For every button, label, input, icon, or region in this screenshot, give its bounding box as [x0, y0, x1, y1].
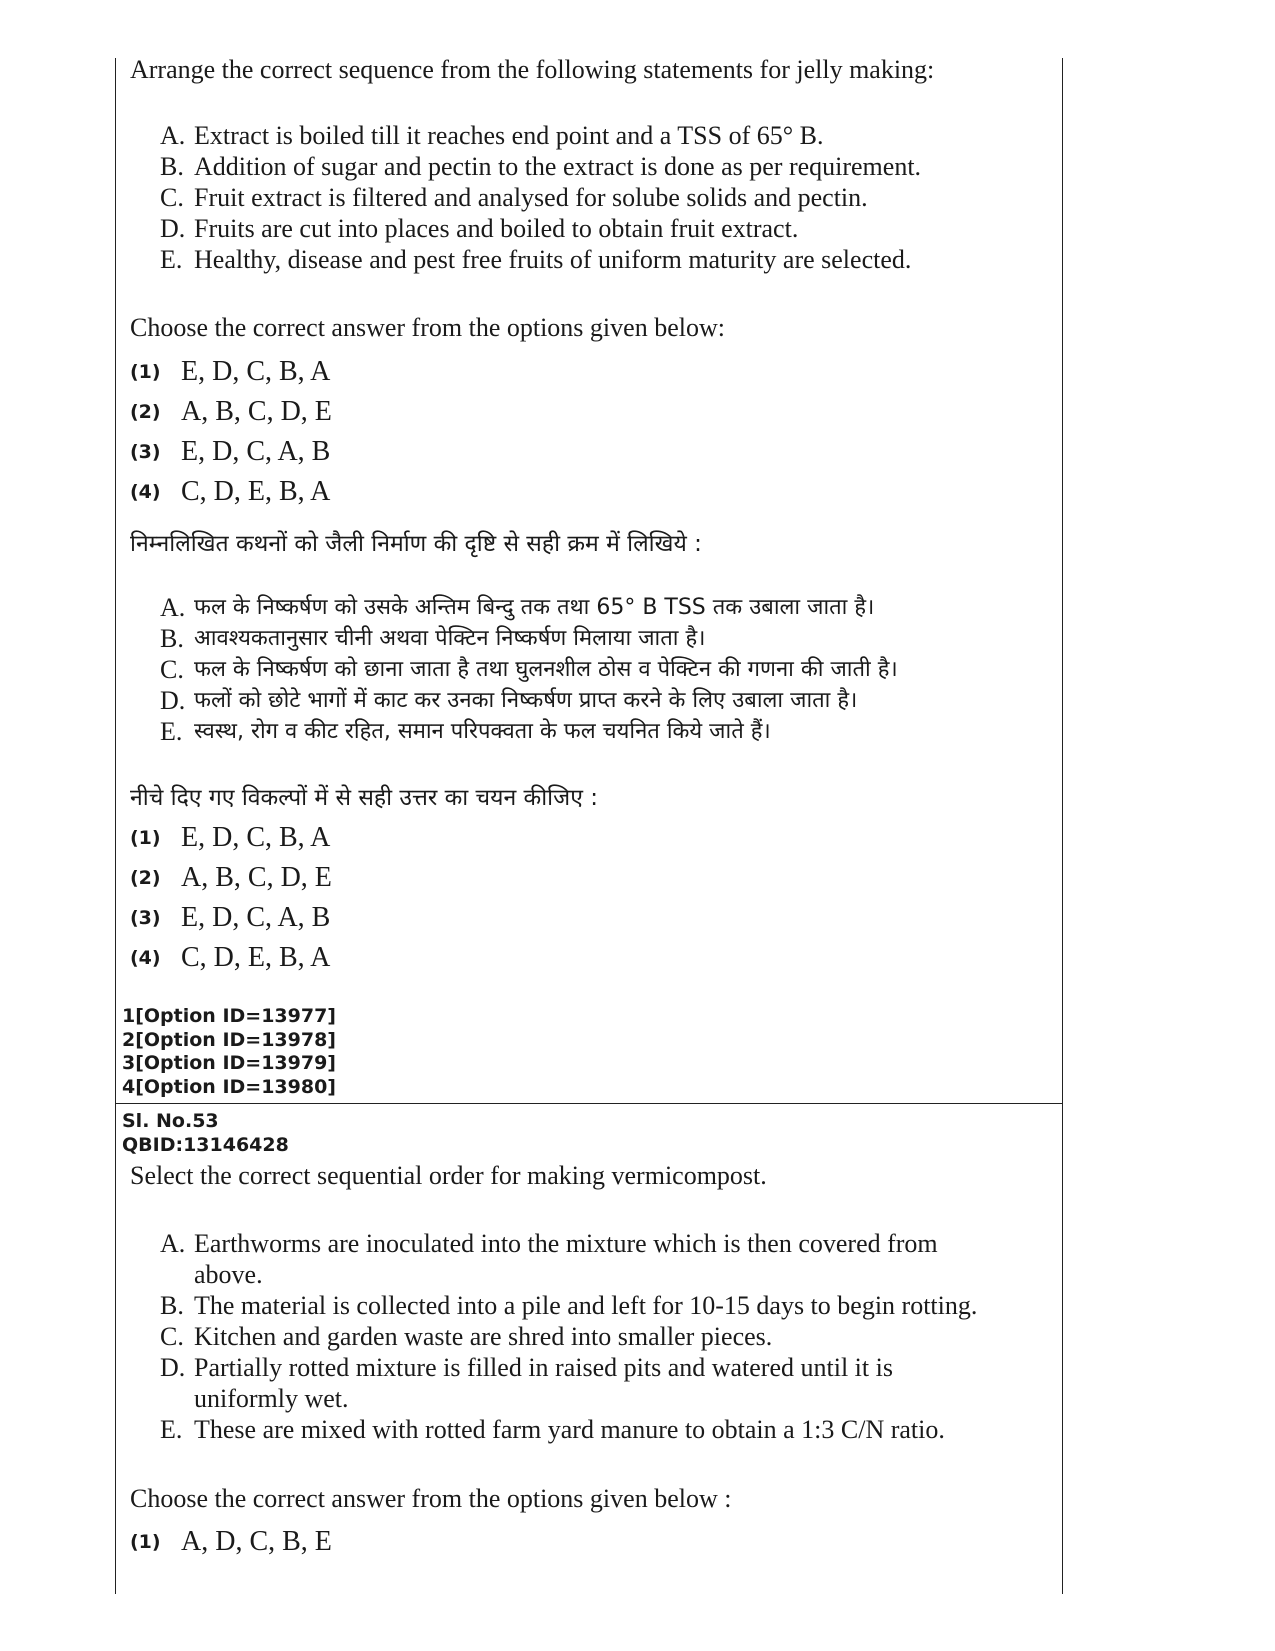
statement-item: A. Earthworms are inoculated into the mixture which is then covered from above. [160, 1229, 938, 1289]
statement-item: D. Fruits are cut into places and boiled to obtain fruit extract. [160, 214, 799, 243]
q53-options-en [130, 1522, 1050, 1562]
option-item[interactable]: (4) C, D, E, B, A [130, 942, 331, 973]
q52-statements-hi [130, 592, 1050, 747]
q52-options-en-block [130, 352, 1050, 512]
option-item[interactable]: (1) A, D, C, B, E [130, 1526, 332, 1557]
q52-question-en: Arrange the correct sequence from the following statements for jelly making: [130, 55, 935, 84]
q53-question-en: Select the correct sequential order for making vermicompost. [130, 1161, 767, 1190]
q52-options-hi [130, 818, 1050, 978]
q52-question-hi: निम्नलिखित कथनों को जैली निर्माण की दृष्टि से सही क्रम में लिखिये : [130, 531, 702, 557]
q53-choose-en: Choose the correct answer from the options given below : [130, 1484, 732, 1513]
statement-item: E. Healthy, disease and pest free fruits of uniform maturity are selected. [160, 245, 912, 274]
q53-options-block [130, 1522, 1050, 1562]
statement-item: B. आवश्यकतानुसार चीनी अथवा पेक्टिन निष्कर्षण मिलाया जाता है। [160, 624, 706, 653]
q52-choose-en: Choose the correct answer from the options given below: [130, 313, 725, 342]
option-item[interactable]: (2) A, B, C, D, E [130, 862, 332, 893]
option-item[interactable]: (3) E, D, C, A, B [130, 436, 331, 467]
statement-item: A. फल के निष्कर्षण को उसके अन्तिम बिन्दु तक तथा 65° B TSS तक उबाला जाता है। [160, 593, 875, 622]
statement-item: B. The material is collected into a pile and left for 10-15 days to begin rotting. [160, 1291, 978, 1320]
q52-statements-en [130, 120, 1050, 275]
statement-item: C. Kitchen and garden waste are shred into smaller pieces. [160, 1322, 773, 1351]
q53-question-block [130, 1160, 1050, 1192]
q52-options-hi-block [130, 818, 1050, 978]
option-item[interactable]: (2) A, B, C, D, E [130, 396, 332, 427]
option-id: 2[Option ID=13978] [122, 1028, 336, 1051]
q52-options-en [130, 352, 1050, 512]
statement-item: B. Addition of sugar and pectin to the extract is done as per requirement. [160, 152, 922, 181]
q52-statements-hi-block [130, 592, 1050, 747]
option-item[interactable]: (4) C, D, E, B, A [130, 476, 331, 507]
statement-item: D. फलों को छोटे भागों में काट कर उनका निष्कर्षण प्राप्त करने के लिए उबाला जाता है। [160, 686, 858, 715]
option-item[interactable]: (1) E, D, C, B, A [130, 356, 331, 387]
statement-item: D. Partially rotted mixture is filled in raised pits and watered until it is uniformly wet. [160, 1353, 893, 1413]
page-border-right [1062, 58, 1063, 1594]
question-divider [115, 1103, 1062, 1104]
q53-choose-block [130, 1483, 1050, 1515]
option-id: 1[Option ID=13977] [122, 1005, 336, 1027]
option-item[interactable]: (1) E, D, C, B, A [130, 822, 331, 853]
option-id: 3[Option ID=13979] [122, 1052, 336, 1074]
q53-meta [122, 1109, 289, 1157]
qbid: QBID:13146428 [122, 1134, 289, 1156]
serial-number: Sl. No.53 [122, 1110, 219, 1132]
statement-item: C. Fruit extract is filtered and analysed for solube solids and pectin. [160, 183, 868, 212]
option-id: 4[Option ID=13980] [122, 1075, 336, 1098]
q52-choose-hi-block [130, 782, 1050, 814]
q52-choose-en-block [130, 312, 1050, 344]
q53-statements-en [130, 1228, 1040, 1445]
q52-statements-en-block [130, 120, 1050, 275]
q52-english-block [130, 54, 1050, 86]
statement-item: C. फल के निष्कर्षण को छाना जाता है तथा घुलनशील ठोस व पेक्टिन की गणना की जाती है। [160, 655, 898, 684]
q52-choose-hi: नीचे दिए गए विकल्पों में से सही उत्तर का चयन कीजिए : [130, 785, 598, 811]
statement-item: E. These are mixed with rotted farm yard manure to obtain a 1:3 C/N ratio. [160, 1415, 945, 1444]
page-border-left [115, 58, 116, 1594]
statement-item: E. स्वस्थ, रोग व कीट रहित, समान परिपक्वता के फल चयनित किये जाते हैं। [160, 717, 771, 746]
option-item[interactable]: (3) E, D, C, A, B [130, 902, 331, 933]
q52-hindi-block [130, 528, 1050, 560]
statement-item: A. Extract is boiled till it reaches end point and a TSS of 65° B. [160, 121, 824, 150]
q52-option-ids [122, 1005, 336, 1099]
q53-statements-block [130, 1228, 1050, 1445]
